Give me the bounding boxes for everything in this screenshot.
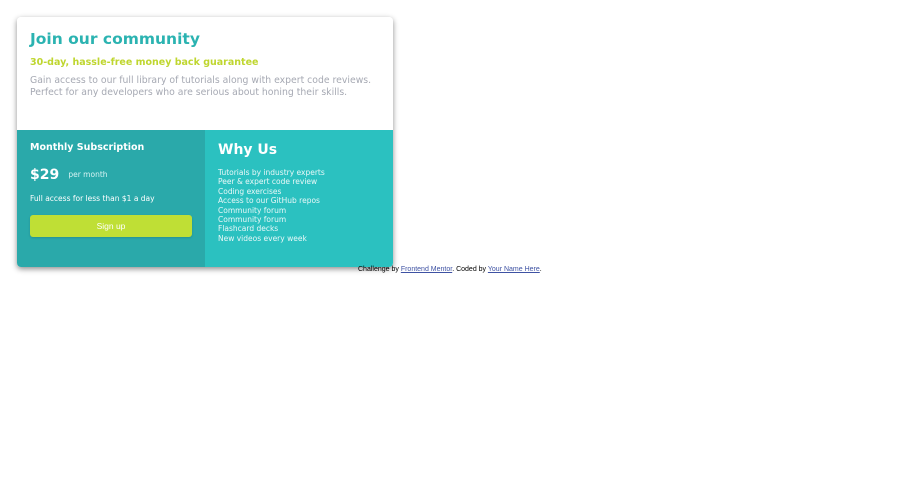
attribution-prefix: Challenge by bbox=[358, 266, 399, 273]
why-us-title: Why Us bbox=[218, 142, 278, 158]
list-item: New videos every week bbox=[218, 233, 307, 243]
guarantee-text: 30-day, hassle-free money back guarantee bbox=[30, 57, 259, 68]
price-period: per month bbox=[68, 170, 108, 179]
list-item: Coding exercises bbox=[218, 186, 282, 196]
subscription-panel bbox=[17, 130, 205, 267]
subscription-title: Monthly Subscription bbox=[30, 142, 145, 153]
signup-button[interactable]: Sign up bbox=[30, 215, 192, 237]
list-item: Flashcard decks bbox=[218, 224, 279, 234]
author-link[interactable]: Your Name Here bbox=[487, 266, 540, 273]
list-item: Community forum bbox=[218, 215, 287, 225]
list-item: Community forum bbox=[218, 205, 287, 215]
price-amount: $29 bbox=[30, 167, 60, 183]
attribution bbox=[358, 266, 542, 273]
why-us-panel bbox=[205, 130, 393, 267]
card-header-section bbox=[17, 17, 393, 130]
community-card bbox=[17, 17, 393, 267]
why-us-list bbox=[218, 168, 325, 243]
frontend-mentor-link[interactable]: Frontend Mentor bbox=[400, 266, 453, 273]
list-item: Tutorials by industry experts bbox=[218, 168, 325, 177]
price-row bbox=[30, 164, 108, 183]
list-item: Access to our GitHub repos bbox=[218, 196, 320, 206]
card-description: Gain access to our full library of tutorials along with expert code reviews. Perfect for any developers who are serious about honing their skills. bbox=[30, 75, 372, 98]
attribution-middle: . Coded by bbox=[452, 266, 487, 273]
subscription-note: Full access for less than $1 a day bbox=[30, 194, 155, 203]
card-title: Join our community bbox=[30, 30, 200, 48]
list-item: Peer & expert code review bbox=[218, 177, 318, 187]
attribution-suffix: . bbox=[539, 266, 542, 273]
